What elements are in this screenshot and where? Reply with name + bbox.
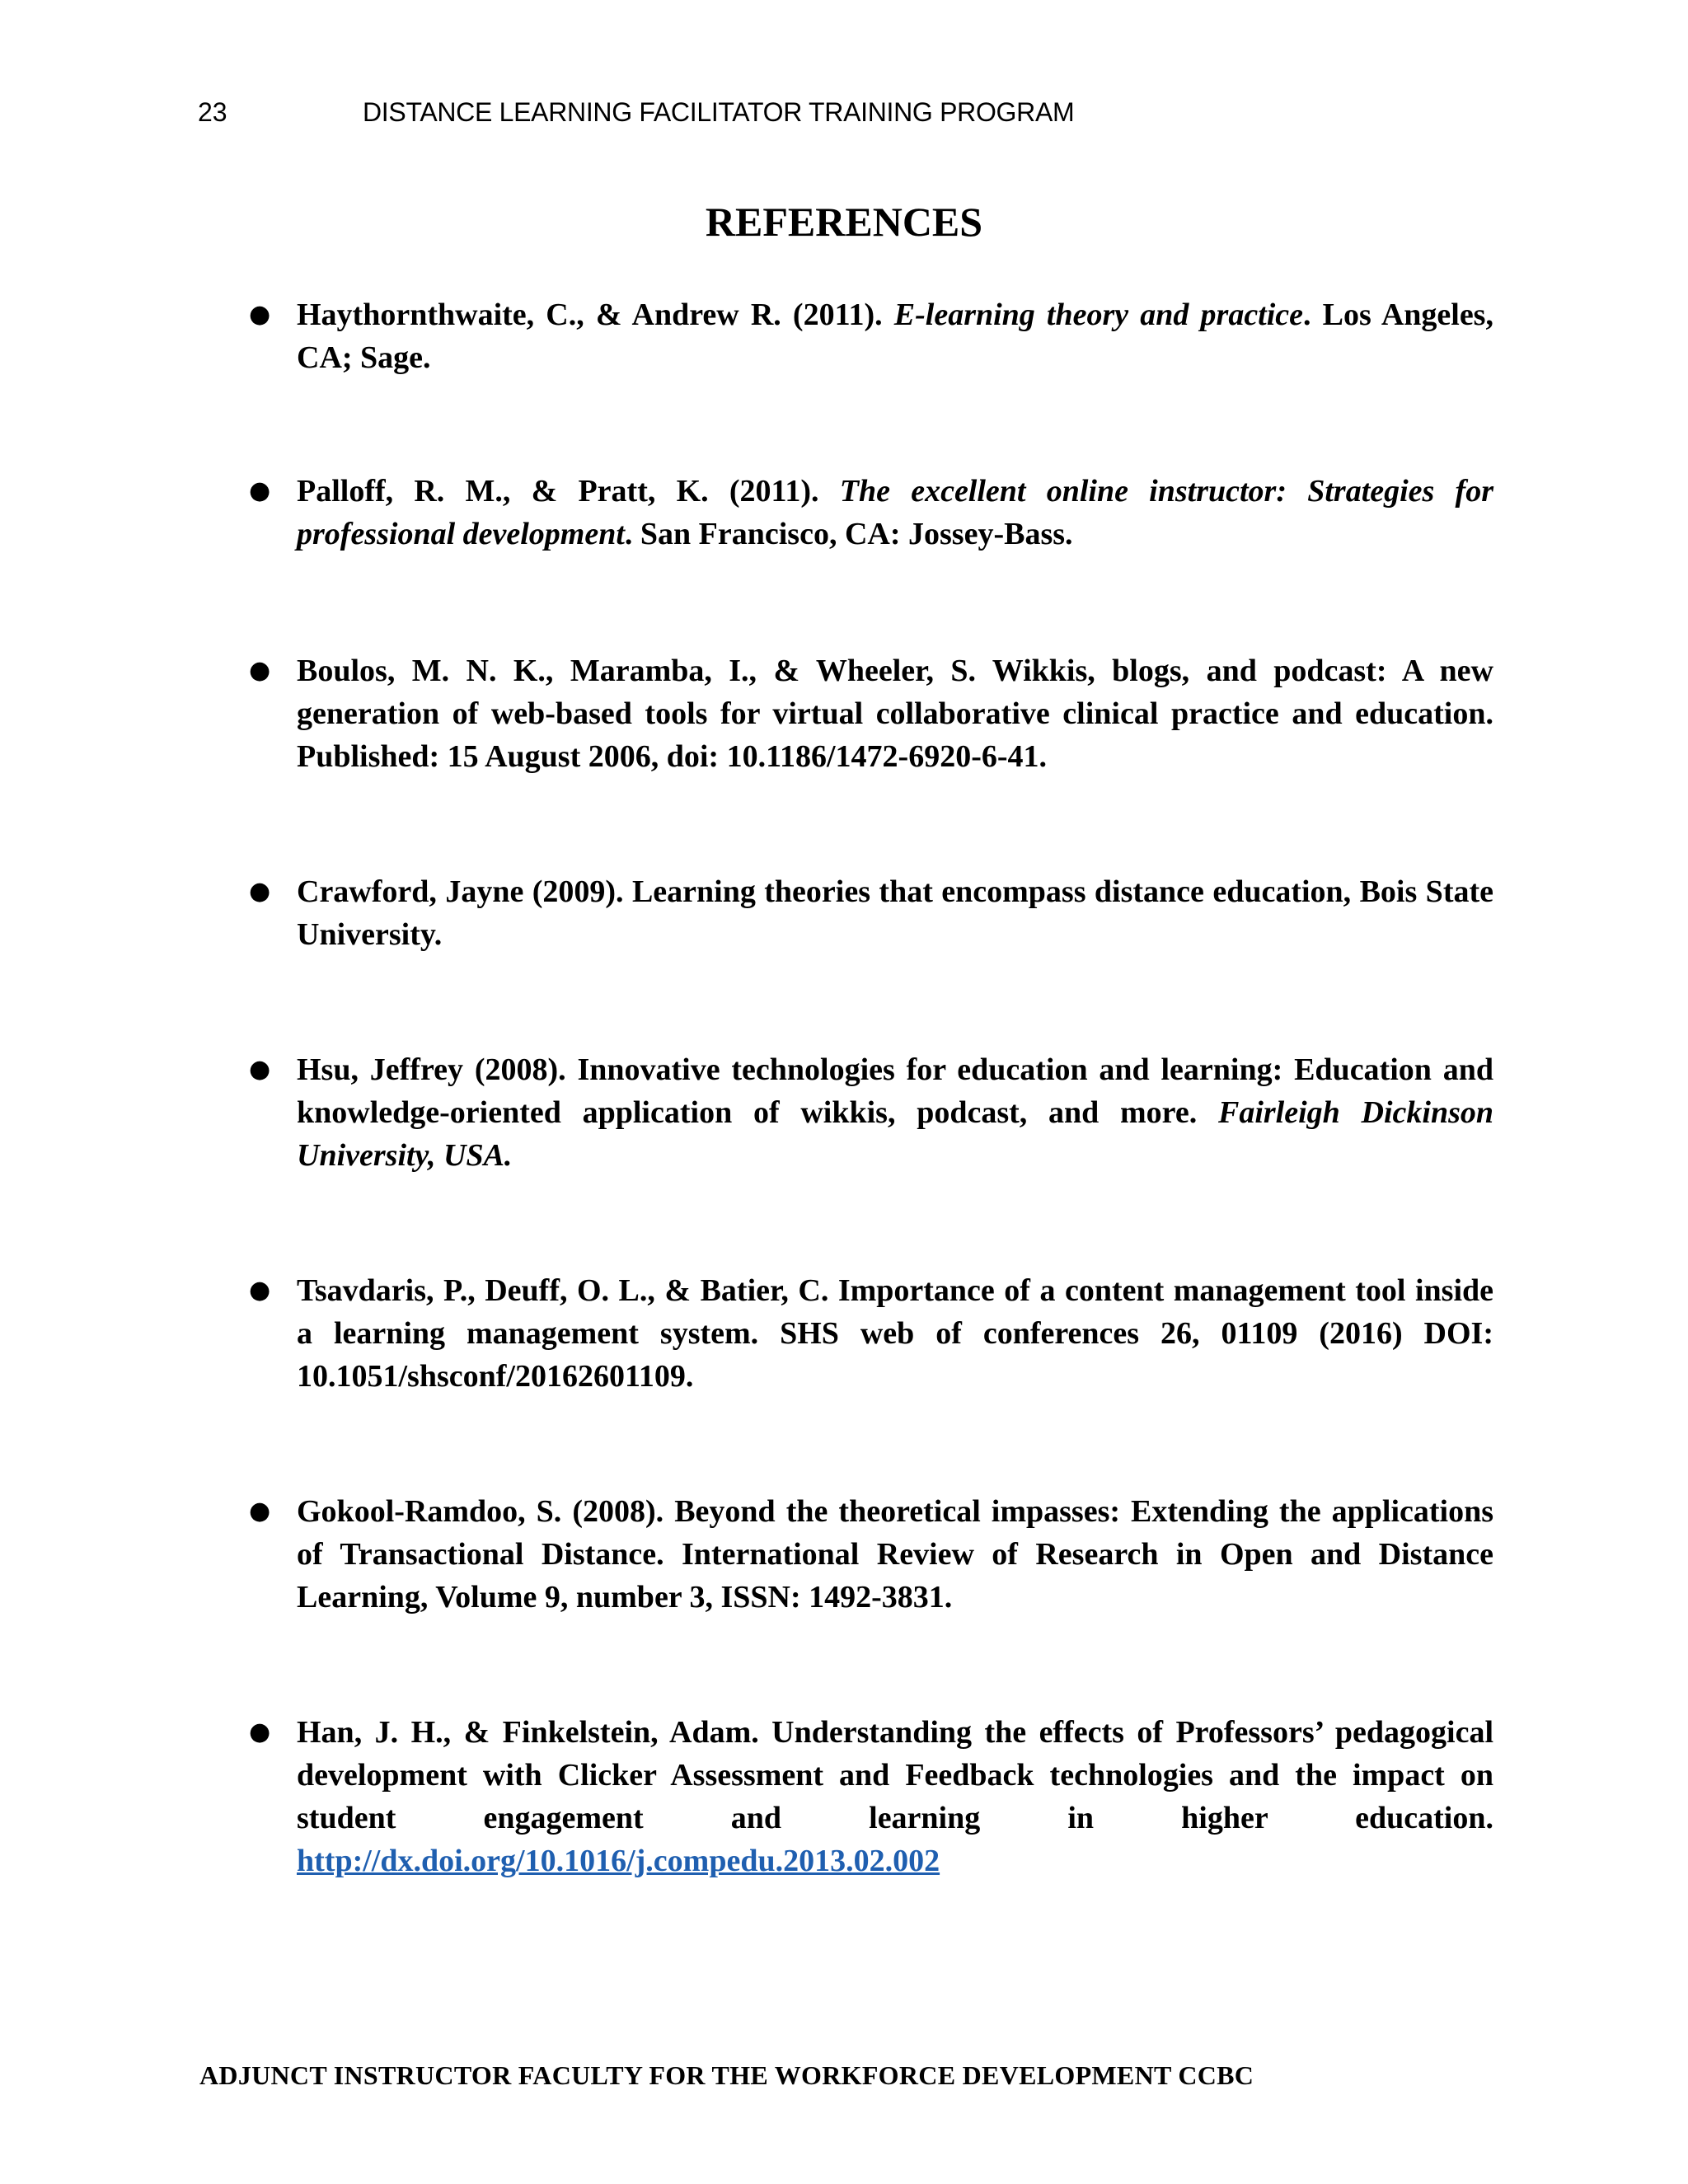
reference-text: Tsavdaris, P., Deuff, O. L., & Batier, C. Importance of a content management tool inside a learning management system. SHS web of conferences 26, 01109 (2016) DOI: 10.1051/shsconf/20162601109. (297, 1273, 1493, 1394)
reference-text: Gokool-Ramdoo, S. (2008). Beyond the theoretical impasses: Extending the applications of Transactional Distance. International Review of Research in Open and Distance Learning, Volume 9, number 3, ISSN: 1492-3831. (297, 1494, 1493, 1615)
running-head: DISTANCE LEARNING FACILITATOR TRAINING PROGRAM (363, 97, 1075, 127)
page-number: 23 (198, 97, 227, 127)
reference-text: Han, J. H., & Finkelstein, Adam. Understanding the effects of Professors’ pedagogical development with Clicker Assessment and Feedback technologies and the impact on student engagement and learning in higher education. (297, 1715, 1493, 1835)
bullet-icon: ● (249, 300, 271, 329)
reference-text: Haythornthwaite, C., & Andrew R. (2011). (297, 298, 894, 332)
reference-text: Hsu, Jeffrey (2008). Innovative technologies for education and learning: Education and knowledge-oriented application of wikkis, podcast, and more. (297, 1052, 1493, 1130)
reference-item (249, 1490, 1493, 1619)
doi-link[interactable]: http://dx.doi.org/10.1016/j.compedu.2013.02.002 (297, 1844, 940, 1878)
reference-item (249, 1048, 1493, 1177)
bullet-icon: ● (249, 656, 271, 685)
reference-item (249, 870, 1493, 956)
bullet-icon: ● (249, 1497, 271, 1526)
reference-item (249, 293, 1493, 379)
reference-item (249, 649, 1493, 778)
bullet-icon: ● (249, 877, 271, 906)
reference-text: Palloff, R. M., & Pratt, K. (2011). (297, 474, 840, 509)
bullet-icon: ● (249, 1276, 271, 1305)
page-title: REFERENCES (705, 199, 983, 245)
reference-text: Crawford, Jayne (2009). Learning theories that encompass distance education, Bois State University. (297, 874, 1493, 952)
reference-title: E-learning theory and practice (893, 298, 1304, 332)
reference-text: Boulos, M. N. K., Maramba, I., & Wheeler, S. Wikkis, blogs, and podcast: A new generation of web-based tools for virtual collaborative clinical practice and education. Published: 15 August 2006, doi: 10.1186/1472-6920-6-41. (297, 654, 1493, 774)
reference-item (249, 1269, 1493, 1398)
bullet-icon: ● (249, 1718, 271, 1746)
reference-text-end: . Los Angeles, CA; Sage. (297, 298, 1493, 375)
reference-item (249, 1711, 1493, 1882)
bullet-icon: ● (249, 476, 271, 505)
bullet-icon: ● (249, 1055, 271, 1084)
page-footer: ADJUNCT INSTRUCTOR FACULTY FOR THE WORKFORCE DEVELOPMENT CCBC (199, 2060, 1254, 2090)
reference-title: The excellent online instructor: Strategies for professional development (297, 474, 1493, 551)
reference-item (249, 470, 1493, 555)
reference-text-end: . San Francisco, CA: Jossey-Bass. (624, 517, 1073, 551)
reference-title: Fairleigh Dickinson University, USA. (297, 1095, 1493, 1173)
